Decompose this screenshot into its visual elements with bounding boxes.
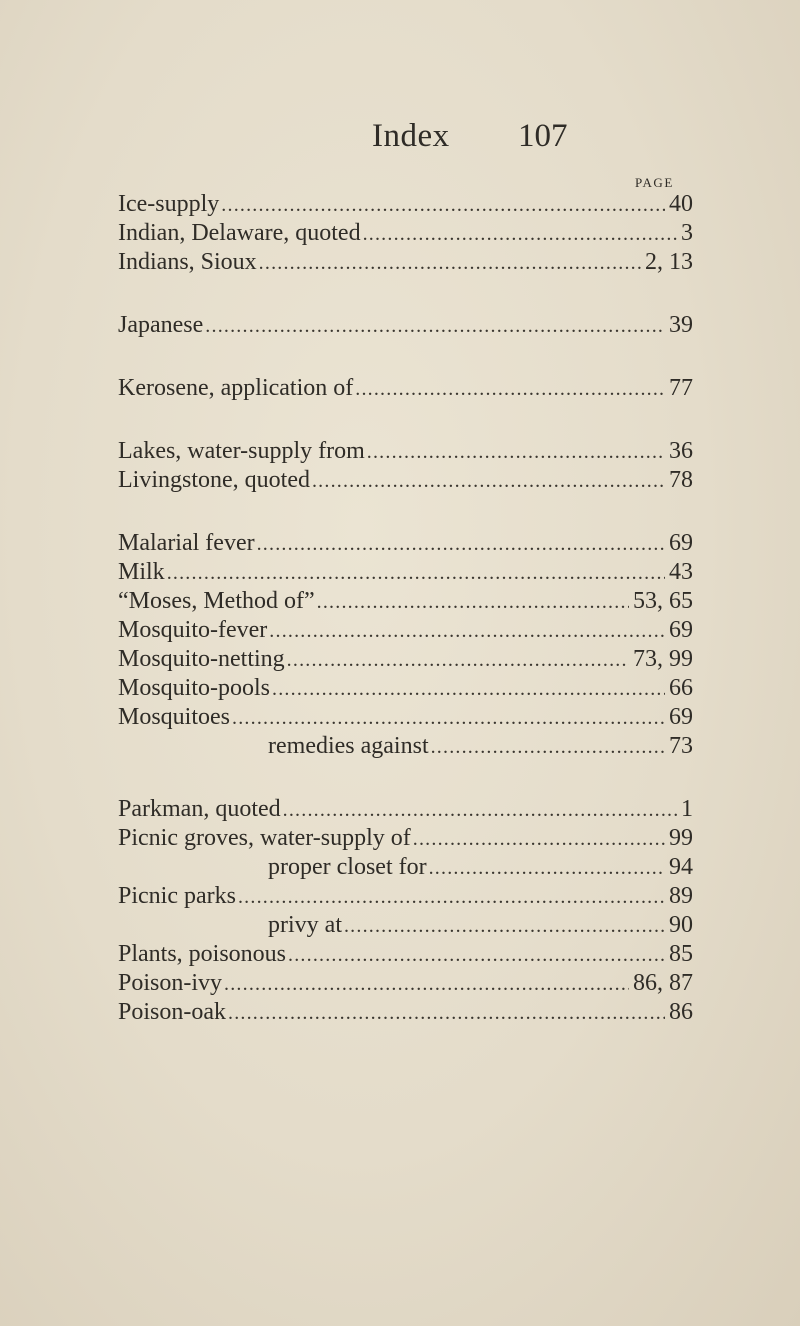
entry-pages: 39 (669, 312, 693, 338)
entry-pages: 40 (669, 191, 693, 217)
index-entry (118, 969, 693, 998)
dot-leader (205, 312, 665, 341)
entry-pages: 3 (681, 220, 693, 246)
dot-leader (272, 675, 665, 704)
index-entry (118, 437, 693, 466)
index-subentry (118, 911, 693, 940)
dot-leader (228, 999, 665, 1028)
entry-pages: 69 (669, 704, 693, 730)
dot-leader (167, 559, 665, 588)
entry-label: remedies against (268, 733, 429, 759)
index-group (118, 374, 693, 403)
dot-leader (259, 249, 641, 278)
dot-leader (257, 530, 665, 559)
index-entry (118, 219, 693, 248)
entry-label: Plants, poisonous (118, 941, 287, 967)
entry-label: Lakes, water-supply from (118, 438, 365, 464)
index-list (118, 190, 693, 1061)
dot-leader (344, 912, 665, 941)
dot-leader (363, 220, 677, 249)
dot-leader (221, 191, 665, 220)
entry-pages: 69 (669, 530, 693, 556)
index-entry (118, 248, 693, 277)
index-entry (118, 311, 693, 340)
page-title: Index (372, 118, 450, 154)
page-header (0, 118, 800, 178)
index-entry (118, 940, 693, 969)
dot-leader (232, 704, 665, 733)
dot-leader (269, 617, 665, 646)
entry-label: Picnic parks (118, 883, 236, 909)
entry-pages: 89 (669, 883, 693, 909)
index-entry (118, 824, 693, 853)
entry-pages: 36 (669, 438, 693, 464)
dot-leader (317, 588, 629, 617)
dot-leader (355, 375, 665, 404)
dot-leader (413, 825, 665, 854)
entry-pages: 85 (669, 941, 693, 967)
dot-leader (283, 796, 677, 825)
entry-label: proper closet for (268, 854, 427, 880)
entry-label: Milk (118, 559, 165, 585)
index-entry (118, 466, 693, 495)
index-entry (118, 616, 693, 645)
entry-pages: 99 (669, 825, 693, 851)
entry-label: Indians, Sioux (118, 249, 257, 275)
entry-pages: 77 (669, 375, 693, 401)
entry-pages: 73, 99 (633, 646, 693, 672)
entry-label: Ice-supply (118, 191, 220, 217)
entry-label: Malarial fever (118, 530, 255, 556)
entry-pages: 69 (669, 617, 693, 643)
index-group (118, 190, 693, 277)
entry-pages: 66 (669, 675, 693, 701)
page-number: 107 (518, 118, 568, 154)
entry-label: “Moses, Method of” (118, 588, 315, 614)
entry-pages: 1 (681, 796, 693, 822)
dot-leader (288, 941, 665, 970)
entry-pages: 2, 13 (645, 249, 693, 275)
entry-pages: 86 (669, 999, 693, 1025)
index-entry (118, 587, 693, 616)
entry-label: Indian, Delaware, quoted (118, 220, 361, 246)
index-subentry (118, 732, 693, 761)
entry-label: Mosquitoes (118, 704, 231, 730)
dot-leader (431, 733, 665, 762)
dot-leader (238, 883, 665, 912)
index-subentry (118, 853, 693, 882)
entry-label: Kerosene, application of (118, 375, 354, 401)
dot-leader (312, 467, 665, 496)
entry-pages: 43 (669, 559, 693, 585)
index-entry (118, 674, 693, 703)
entry-label: Livingstone, quoted (118, 467, 310, 493)
dot-leader (367, 438, 665, 467)
entry-label: Japanese (118, 312, 204, 338)
index-entry (118, 190, 693, 219)
index-entry (118, 703, 693, 732)
entry-label: Parkman, quoted (118, 796, 281, 822)
index-entry (118, 645, 693, 674)
index-group (118, 529, 693, 761)
entry-pages: 86, 87 (633, 970, 693, 996)
index-entry (118, 882, 693, 911)
index-entry (118, 529, 693, 558)
entry-pages: 94 (669, 854, 693, 880)
entry-label: Poison-oak (118, 999, 226, 1025)
dot-leader (429, 854, 665, 883)
page-column-label: PAGE (635, 175, 674, 190)
index-entry (118, 374, 693, 403)
entry-pages: 90 (669, 912, 693, 938)
index-group (118, 795, 693, 1027)
index-group (118, 311, 693, 340)
index-entry (118, 558, 693, 587)
entry-pages: 73 (669, 733, 693, 759)
entry-label: Picnic groves, water-supply of (118, 825, 411, 851)
index-entry (118, 998, 693, 1027)
index-group (118, 437, 693, 495)
index-entry (118, 795, 693, 824)
entry-label: Mosquito-pools (118, 675, 271, 701)
entry-pages: 78 (669, 467, 693, 493)
entry-label: privy at (268, 912, 342, 938)
entry-pages: 53, 65 (633, 588, 693, 614)
entry-label: Mosquito-fever (118, 617, 268, 643)
entry-label: Poison-ivy (118, 970, 223, 996)
dot-leader (224, 970, 629, 999)
dot-leader (287, 646, 629, 675)
entry-label: Mosquito-netting (118, 646, 285, 672)
